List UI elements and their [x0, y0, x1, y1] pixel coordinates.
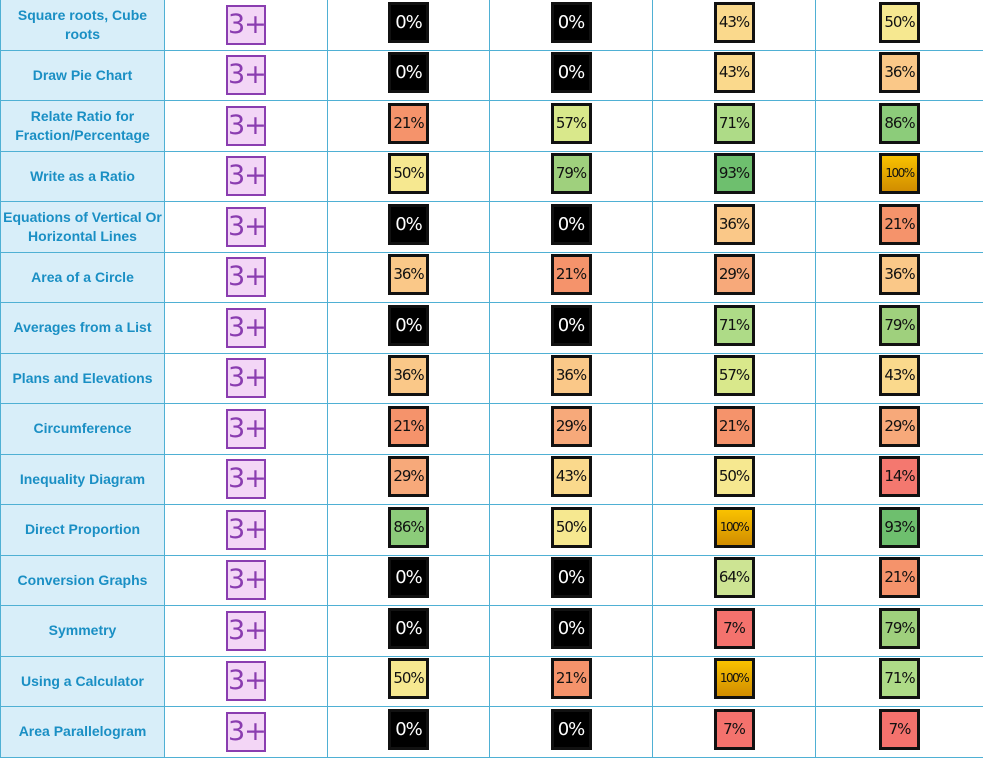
score-badge: 0%: [551, 608, 592, 649]
score-cell: [816, 252, 983, 303]
score-cell: [653, 656, 816, 707]
topic-name[interactable]: Write as a Ratio: [1, 151, 165, 202]
score-badge: 29%: [551, 406, 592, 447]
score-cell: [328, 454, 490, 505]
score-badge: 0%: [551, 305, 592, 346]
score-badge: 50%: [388, 153, 429, 194]
score-cell: [490, 0, 653, 50]
score-badge: 43%: [551, 456, 592, 497]
score-cell: [328, 151, 490, 202]
score-cell: [653, 101, 816, 152]
topic-name[interactable]: Area of a Circle: [1, 252, 165, 303]
score-badge: 36%: [551, 355, 592, 396]
topic-name[interactable]: Square roots, Cube roots: [1, 0, 165, 50]
score-badge: 71%: [714, 103, 755, 144]
table-row: [1, 707, 983, 758]
level-badge: 3+: [226, 409, 266, 449]
score-badge: 21%: [551, 254, 592, 295]
level-badge: 3+: [226, 207, 266, 247]
score-badge: 100%: [879, 153, 920, 194]
table-row: [1, 202, 983, 253]
level-cell: [165, 707, 328, 758]
table-row: [1, 555, 983, 606]
level-cell: [165, 606, 328, 657]
topic-name[interactable]: Relate Ratio for Fraction/Percentage: [1, 101, 165, 152]
score-cell: [653, 606, 816, 657]
topic-name[interactable]: Inequality Diagram: [1, 454, 165, 505]
score-cell: [653, 202, 816, 253]
level-cell: [165, 101, 328, 152]
score-cell: [653, 151, 816, 202]
score-cell: [816, 101, 983, 152]
level-cell: [165, 202, 328, 253]
score-cell: [490, 555, 653, 606]
score-cell: [490, 656, 653, 707]
score-badge: 29%: [879, 406, 920, 447]
table-row: [1, 454, 983, 505]
score-cell: [653, 353, 816, 404]
table-row: [1, 404, 983, 455]
score-cell: [490, 707, 653, 758]
level-badge: 3+: [226, 712, 266, 752]
score-badge: 50%: [551, 507, 592, 548]
score-badge: 43%: [714, 52, 755, 93]
score-badge: 100%: [714, 507, 755, 548]
score-badge: 21%: [551, 658, 592, 699]
table-row: [1, 0, 983, 50]
score-badge: 71%: [879, 658, 920, 699]
score-badge: 43%: [714, 2, 755, 43]
level-badge: 3+: [226, 661, 266, 701]
score-badge: 0%: [551, 52, 592, 93]
level-badge: 3+: [226, 560, 266, 600]
score-cell: [328, 50, 490, 101]
score-badge: 57%: [714, 355, 755, 396]
level-cell: [165, 404, 328, 455]
score-badge: 0%: [388, 709, 429, 750]
score-badge: 21%: [714, 406, 755, 447]
score-badge: 29%: [388, 456, 429, 497]
score-badge: 0%: [551, 709, 592, 750]
score-cell: [816, 555, 983, 606]
score-cell: [328, 0, 490, 50]
score-badge: 7%: [714, 709, 755, 750]
table-row: [1, 101, 983, 152]
level-cell: [165, 0, 328, 50]
score-cell: [328, 555, 490, 606]
score-badge: 0%: [388, 204, 429, 245]
score-cell: [816, 303, 983, 354]
table-row: [1, 606, 983, 657]
table-row: [1, 151, 983, 202]
score-cell: [490, 606, 653, 657]
score-badge: 57%: [551, 103, 592, 144]
score-badge: 100%: [714, 658, 755, 699]
level-badge: 3+: [226, 5, 266, 45]
level-badge: 3+: [226, 308, 266, 348]
score-cell: [816, 50, 983, 101]
score-cell: [490, 151, 653, 202]
level-cell: [165, 505, 328, 556]
topic-name[interactable]: Symmetry: [1, 606, 165, 657]
score-badge: 93%: [879, 507, 920, 548]
score-cell: [653, 707, 816, 758]
score-cell: [816, 656, 983, 707]
topic-name[interactable]: Area Parallelogram: [1, 707, 165, 758]
score-badge: 71%: [714, 305, 755, 346]
score-badge: 86%: [879, 103, 920, 144]
topic-name[interactable]: Conversion Graphs: [1, 555, 165, 606]
score-cell: [490, 202, 653, 253]
score-badge: 7%: [714, 608, 755, 649]
level-badge: 3+: [226, 611, 266, 651]
score-cell: [328, 353, 490, 404]
score-badge: 79%: [551, 153, 592, 194]
score-cell: [328, 606, 490, 657]
score-cell: [653, 0, 816, 50]
score-cell: [816, 454, 983, 505]
score-cell: [328, 303, 490, 354]
score-cell: [816, 505, 983, 556]
score-cell: [490, 505, 653, 556]
score-badge: 79%: [879, 305, 920, 346]
table-row: [1, 252, 983, 303]
topic-name[interactable]: Direct Proportion: [1, 505, 165, 556]
level-badge: 3+: [226, 459, 266, 499]
score-badge: 0%: [388, 2, 429, 43]
score-cell: [490, 404, 653, 455]
score-cell: [653, 404, 816, 455]
score-badge: 36%: [388, 355, 429, 396]
score-badge: 36%: [388, 254, 429, 295]
score-badge: 21%: [388, 406, 429, 447]
level-badge: 3+: [226, 106, 266, 146]
level-cell: [165, 656, 328, 707]
score-cell: [490, 353, 653, 404]
score-badge: 36%: [714, 204, 755, 245]
level-badge: 3+: [226, 358, 266, 398]
score-cell: [328, 505, 490, 556]
score-cell: [816, 353, 983, 404]
score-cell: [490, 454, 653, 505]
score-cell: [816, 151, 983, 202]
topic-name[interactable]: Equations of Vertical Or Horizontal Lines: [1, 202, 165, 253]
score-cell: [328, 656, 490, 707]
level-cell: [165, 252, 328, 303]
score-badge: 36%: [879, 254, 920, 295]
topic-name[interactable]: Plans and Elevations: [1, 353, 165, 404]
level-cell: [165, 50, 328, 101]
level-badge: 3+: [226, 257, 266, 297]
score-badge: 14%: [879, 456, 920, 497]
score-cell: [653, 50, 816, 101]
topic-name[interactable]: Circumference: [1, 404, 165, 455]
score-badge: 36%: [879, 52, 920, 93]
score-badge: 0%: [388, 305, 429, 346]
score-badge: 21%: [879, 557, 920, 598]
score-cell: [653, 505, 816, 556]
level-badge: 3+: [226, 510, 266, 550]
score-badge: 43%: [879, 355, 920, 396]
score-cell: [653, 252, 816, 303]
topic-name[interactable]: Draw Pie Chart: [1, 50, 165, 101]
level-cell: [165, 454, 328, 505]
score-cell: [816, 707, 983, 758]
score-badge: 93%: [714, 153, 755, 194]
table-row: [1, 303, 983, 354]
score-cell: [328, 101, 490, 152]
score-badge: 50%: [879, 2, 920, 43]
score-cell: [490, 101, 653, 152]
level-cell: [165, 151, 328, 202]
score-cell: [816, 404, 983, 455]
score-cell: [490, 303, 653, 354]
score-cell: [328, 707, 490, 758]
score-badge: 21%: [388, 103, 429, 144]
score-cell: [816, 202, 983, 253]
table-row: [1, 353, 983, 404]
score-cell: [653, 303, 816, 354]
topic-name[interactable]: Averages from a List: [1, 303, 165, 354]
level-badge: 3+: [226, 55, 266, 95]
score-badge: 0%: [388, 557, 429, 598]
score-cell: [653, 454, 816, 505]
score-badge: 0%: [551, 557, 592, 598]
score-cell: [490, 252, 653, 303]
score-badge: 7%: [879, 709, 920, 750]
score-cell: [328, 404, 490, 455]
level-cell: [165, 303, 328, 354]
score-badge: 64%: [714, 557, 755, 598]
score-badge: 29%: [714, 254, 755, 295]
score-badge: 21%: [879, 204, 920, 245]
score-badge: 0%: [551, 204, 592, 245]
score-cell: [816, 0, 983, 50]
score-cell: [816, 606, 983, 657]
score-badge: 50%: [714, 456, 755, 497]
score-badge: 79%: [879, 608, 920, 649]
score-cell: [653, 555, 816, 606]
topic-name[interactable]: Using a Calculator: [1, 656, 165, 707]
table-row: [1, 656, 983, 707]
level-badge: 3+: [226, 156, 266, 196]
table-row: [1, 505, 983, 556]
score-badge: 0%: [388, 52, 429, 93]
score-cell: [328, 252, 490, 303]
score-badge: 0%: [388, 608, 429, 649]
level-cell: [165, 353, 328, 404]
level-cell: [165, 555, 328, 606]
score-badge: 50%: [388, 658, 429, 699]
score-badge: 0%: [551, 2, 592, 43]
score-badge: 86%: [388, 507, 429, 548]
table-row: [1, 50, 983, 101]
score-cell: [328, 202, 490, 253]
score-cell: [490, 50, 653, 101]
